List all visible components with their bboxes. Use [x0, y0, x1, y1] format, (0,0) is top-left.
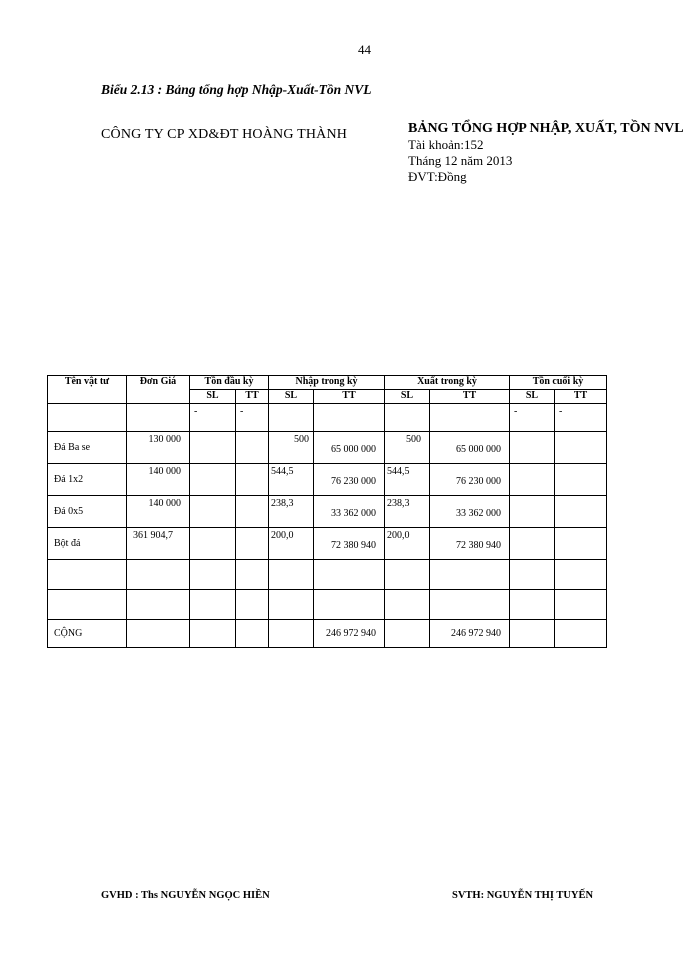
table-cell — [48, 404, 127, 432]
receipt-tt-cell: 65 000 000 — [314, 432, 385, 464]
table-cell — [430, 590, 510, 620]
issue-sl-cell: 500 — [385, 432, 430, 464]
table-cell — [190, 528, 236, 560]
table-row-total — [48, 620, 607, 648]
subheader-opening-tt: TT — [236, 390, 269, 404]
issue-sl-cell: 200,0 — [385, 528, 430, 560]
item-name-cell: Bột đá — [48, 528, 127, 560]
table-cell — [236, 620, 269, 648]
issue-tt-cell: 72 380 940 — [430, 528, 510, 560]
company-name: CÔNG TY CP XD&ĐT HOÀNG THÀNH — [101, 127, 348, 142]
table-cell — [48, 590, 127, 620]
subheader-closing-sl: SL — [510, 390, 555, 404]
table-cell — [190, 464, 236, 496]
header-item-name: Tên vật tư — [48, 376, 127, 404]
table-cell — [510, 464, 555, 496]
report-title: BẢNG TỔNG HỢP NHẬP, XUẤT, TỒN NVL — [408, 121, 684, 136]
table-cell — [190, 432, 236, 464]
table-cell — [236, 496, 269, 528]
issue-tt-cell: 33 362 000 — [430, 496, 510, 528]
subheader-issue-sl: SL — [385, 390, 430, 404]
receipt-sl-cell: 500 — [269, 432, 314, 464]
table-cell — [555, 620, 607, 648]
table-cell — [236, 432, 269, 464]
table-cell — [269, 560, 314, 590]
report-header — [408, 120, 698, 185]
issue-sl-cell: 238,3 — [385, 496, 430, 528]
table-cell — [510, 432, 555, 464]
subheader-opening-sl: SL — [190, 390, 236, 404]
subheader-issue-tt: TT — [430, 390, 510, 404]
issue-tt-cell: 76 230 000 — [430, 464, 510, 496]
item-name-cell: Đá 0x5 — [48, 496, 127, 528]
opening-tt-cell: - — [236, 404, 269, 432]
table-cell — [555, 528, 607, 560]
page-number: 44 — [358, 42, 371, 57]
table-cell — [236, 560, 269, 590]
table-row-empty — [48, 560, 607, 590]
table-cell — [127, 620, 190, 648]
table-row — [48, 432, 607, 464]
table-cell — [510, 620, 555, 648]
table-cell — [236, 464, 269, 496]
header-receipt: Nhập trong kỳ — [269, 376, 385, 390]
receipt-tt-cell: 76 230 000 — [314, 464, 385, 496]
footer-student: SVTH: NGUYỄN THỊ TUYẾN — [452, 890, 594, 901]
issue-sl-cell: 544,5 — [385, 464, 430, 496]
table-cell — [555, 590, 607, 620]
table-cell — [510, 560, 555, 590]
inventory-summary-table — [47, 375, 607, 648]
unit-price-cell: 140 000 — [127, 496, 190, 528]
table-cell — [555, 464, 607, 496]
total-receipt-tt-cell: 246 972 940 — [314, 620, 385, 648]
table-cell — [510, 528, 555, 560]
header-issue: Xuất trong kỳ — [385, 376, 510, 390]
subheader-receipt-tt: TT — [314, 390, 385, 404]
table-cell — [385, 620, 430, 648]
receipt-sl-cell: 544,5 — [269, 464, 314, 496]
table-cell — [385, 404, 430, 432]
total-label-cell: CỘNG — [48, 620, 127, 648]
table-cell — [555, 496, 607, 528]
table-row — [48, 464, 607, 496]
table-cell — [48, 560, 127, 590]
table-cell — [190, 560, 236, 590]
footer-supervisor: GVHD : Ths NGUYỄN NGỌC HIỀN — [101, 890, 270, 901]
table-row-empty — [48, 590, 607, 620]
table-cell — [127, 590, 190, 620]
table-cell — [314, 560, 385, 590]
table-cell — [555, 432, 607, 464]
table-header-row — [48, 376, 607, 390]
table-cell — [269, 590, 314, 620]
unit-price-cell: 140 000 — [127, 464, 190, 496]
table-cell — [555, 560, 607, 590]
header-opening: Tồn đầu kỳ — [190, 376, 269, 390]
table-cell — [127, 560, 190, 590]
table-cell — [190, 590, 236, 620]
table-cell — [190, 496, 236, 528]
table-cell — [269, 404, 314, 432]
table-cell — [314, 404, 385, 432]
issue-tt-cell: 65 000 000 — [430, 432, 510, 464]
header-closing: Tồn cuối kỳ — [510, 376, 607, 390]
table-cell — [430, 560, 510, 590]
table-row — [48, 528, 607, 560]
table-cell — [269, 620, 314, 648]
table-cell — [510, 590, 555, 620]
table-cell — [314, 590, 385, 620]
table-cell — [190, 620, 236, 648]
item-name-cell: Đá 1x2 — [48, 464, 127, 496]
receipt-tt-cell: 72 380 940 — [314, 528, 385, 560]
closing-sl-cell: - — [510, 404, 555, 432]
receipt-tt-cell: 33 362 000 — [314, 496, 385, 528]
opening-sl-cell: - — [190, 404, 236, 432]
unit-price-cell: 361 904,7 — [127, 528, 190, 560]
receipt-sl-cell: 238,3 — [269, 496, 314, 528]
table-cell — [236, 528, 269, 560]
receipt-sl-cell: 200,0 — [269, 528, 314, 560]
closing-tt-cell: - — [555, 404, 607, 432]
item-name-cell: Đá Ba se — [48, 432, 127, 464]
table-cell — [385, 560, 430, 590]
report-period: Tháng 12 năm 2013 — [408, 153, 513, 168]
figure-caption: Biểu 2.13 : Bảng tổng hợp Nhập-Xuất-Tồn NVL — [101, 82, 372, 97]
table-cell — [430, 404, 510, 432]
table-row — [48, 496, 607, 528]
header-unit-price: Đơn Giá — [127, 376, 190, 404]
subheader-receipt-sl: SL — [269, 390, 314, 404]
table-cell — [127, 404, 190, 432]
report-account: Tài khoản:152 — [408, 137, 484, 152]
table-row-blank — [48, 404, 607, 432]
unit-price-cell: 130 000 — [127, 432, 190, 464]
report-unit: ĐVT:Đồng — [408, 169, 467, 184]
subheader-closing-tt: TT — [555, 390, 607, 404]
table-cell — [510, 496, 555, 528]
total-issue-tt-cell: 246 972 940 — [430, 620, 510, 648]
table-cell — [385, 590, 430, 620]
table-cell — [236, 590, 269, 620]
